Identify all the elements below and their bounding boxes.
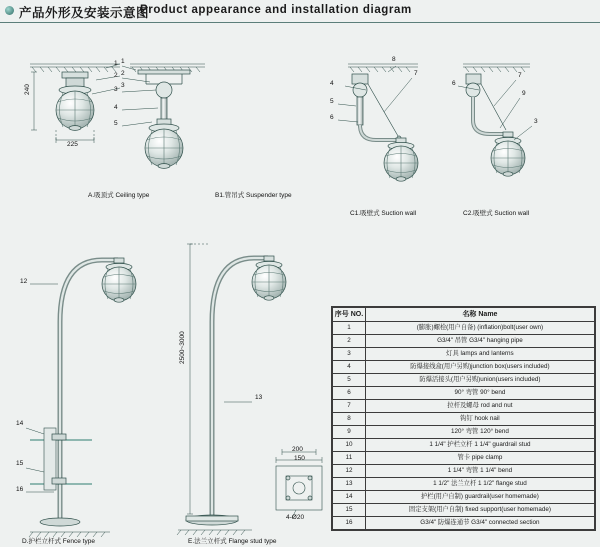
table-cell-no: 3: [333, 348, 366, 361]
table-cell-no: 9: [333, 426, 366, 439]
table-cell-name: 防爆活接头(用户另购)union(users included): [365, 374, 594, 387]
table-cell-no: 2: [333, 335, 366, 348]
callout-b1-5: 5: [114, 120, 118, 127]
dimension-150: 150: [294, 455, 305, 462]
callout-a-3: 3: [121, 82, 125, 89]
table-cell-no: 1: [333, 322, 366, 335]
table-cell-no: 8: [333, 413, 366, 426]
table-row: [333, 439, 595, 452]
page-title-cn: 产品外形及安装示意图: [19, 6, 150, 20]
figure-caption-e: E.法兰立杆式 Flange stud type: [188, 538, 277, 545]
dimension-240: 240: [24, 84, 31, 95]
table-cell-name: (膨胀)螺栓(用户自备) (inflation)bolt(user own): [365, 322, 594, 335]
dimension-hole: 4-Ø20: [286, 514, 305, 521]
figure-caption-d: D.护栏立杆式 Fence type: [22, 538, 95, 545]
table-row: [333, 491, 595, 504]
table-row: [333, 348, 595, 361]
callout-c1-4: 4: [330, 80, 334, 87]
table-cell-name: 90° 弯管 90° bend: [365, 387, 594, 400]
table-cell-name: 120° 弯管 120° bend: [365, 426, 594, 439]
table-cell-no: 11: [333, 452, 366, 465]
table-cell-name: 1 1/4" 护栏立杆 1 1/4" guardrail stud: [365, 439, 594, 452]
callout-c2-9: 9: [522, 90, 526, 97]
table-row: [333, 452, 595, 465]
table-row: [333, 387, 595, 400]
dimension-225: 225: [67, 141, 78, 148]
table-cell-no: 15: [333, 504, 366, 517]
callout-c1-5: 5: [330, 98, 334, 105]
table-header-name: 名称 Name: [365, 308, 594, 322]
parts-table: [331, 306, 596, 531]
callout-d-12: 12: [20, 278, 28, 285]
table-row: [333, 478, 595, 491]
table-row: [333, 361, 595, 374]
figure-caption-c2: C2.吸壁式 Suction wall: [463, 210, 530, 217]
table-cell-name: 固定支架(用户自制) fixed support(user homemade): [365, 504, 594, 517]
table-cell-name: 防爆接线盒(用户另购)junction box(users included): [365, 361, 594, 374]
page-header: [0, 0, 600, 23]
table-cell-name: 1 1/2" 法兰立杆 1 1/2" flange stud: [365, 478, 594, 491]
table-cell-no: 7: [333, 400, 366, 413]
table-cell-no: 14: [333, 491, 366, 504]
callout-b1-4: 4: [114, 104, 118, 111]
callout-a-1: 1: [121, 58, 125, 65]
table-row: [333, 374, 595, 387]
table-cell-no: 4: [333, 361, 366, 374]
table-row: [333, 400, 595, 413]
callout-c1-7: 7: [414, 70, 418, 77]
figure-caption-c1: C1.吸壁式 Suction wall: [350, 210, 417, 217]
table-cell-no: 13: [333, 478, 366, 491]
table-cell-no: 16: [333, 517, 366, 530]
table-cell-name: G3/4" 防爆连通节 G3/4" connected section: [365, 517, 594, 530]
table-row: [333, 335, 595, 348]
callout-c2-3: 3: [534, 118, 538, 125]
callout-c2-7: 7: [518, 72, 522, 79]
table-row: [333, 322, 595, 335]
callout-b1-1: 1: [114, 60, 118, 67]
table-header-no: 序号 NO.: [333, 308, 366, 322]
callout-d-15: 15: [16, 460, 24, 467]
table-row: [333, 426, 595, 439]
table-cell-no: 10: [333, 439, 366, 452]
callout-d-16: 16: [16, 486, 24, 493]
callout-c1-6: 6: [330, 114, 334, 121]
table-cell-no: 12: [333, 465, 366, 478]
table-cell-name: 护栏(用户自制) guardrail(user homemade): [365, 491, 594, 504]
table-cell-name: G3/4" 吊管 G3/4" hanging pipe: [365, 335, 594, 348]
table-row: [333, 517, 595, 530]
table-cell-name: 拉杆及螺母 rod and nut: [365, 400, 594, 413]
callout-a-2: 2: [121, 70, 125, 77]
table-row: [333, 504, 595, 517]
bullet-dot-icon: [5, 6, 14, 15]
table-cell-no: 6: [333, 387, 366, 400]
table-cell-name: 1 1/4" 弯管 1 1/4" bend: [365, 465, 594, 478]
callout-c2-6: 6: [452, 80, 456, 87]
table-cell-name: 钩钉 hook nail: [365, 413, 594, 426]
table-row: [333, 465, 595, 478]
table-row: [333, 413, 595, 426]
callout-b1-3: 3: [114, 86, 118, 93]
callout-b1-2: 2: [114, 72, 118, 79]
callout-c1-8: 8: [392, 56, 396, 63]
callout-e-13: 13: [255, 394, 263, 401]
figure-caption-a: A.吸顶式 Ceiling type: [88, 192, 150, 199]
table-cell-name: 灯具 lamps and lanterns: [365, 348, 594, 361]
callout-d-14: 14: [16, 420, 24, 427]
dimension-200: 200: [292, 446, 303, 453]
table-cell-no: 5: [333, 374, 366, 387]
figure-caption-b1: B1.管吊式 Suspender type: [215, 192, 292, 199]
table-cell-name: 管卡 pipe clamp: [365, 452, 594, 465]
page-title-en: Product appearance and installation diagram: [140, 4, 412, 16]
dimension-height: 2500~3000: [179, 331, 186, 364]
